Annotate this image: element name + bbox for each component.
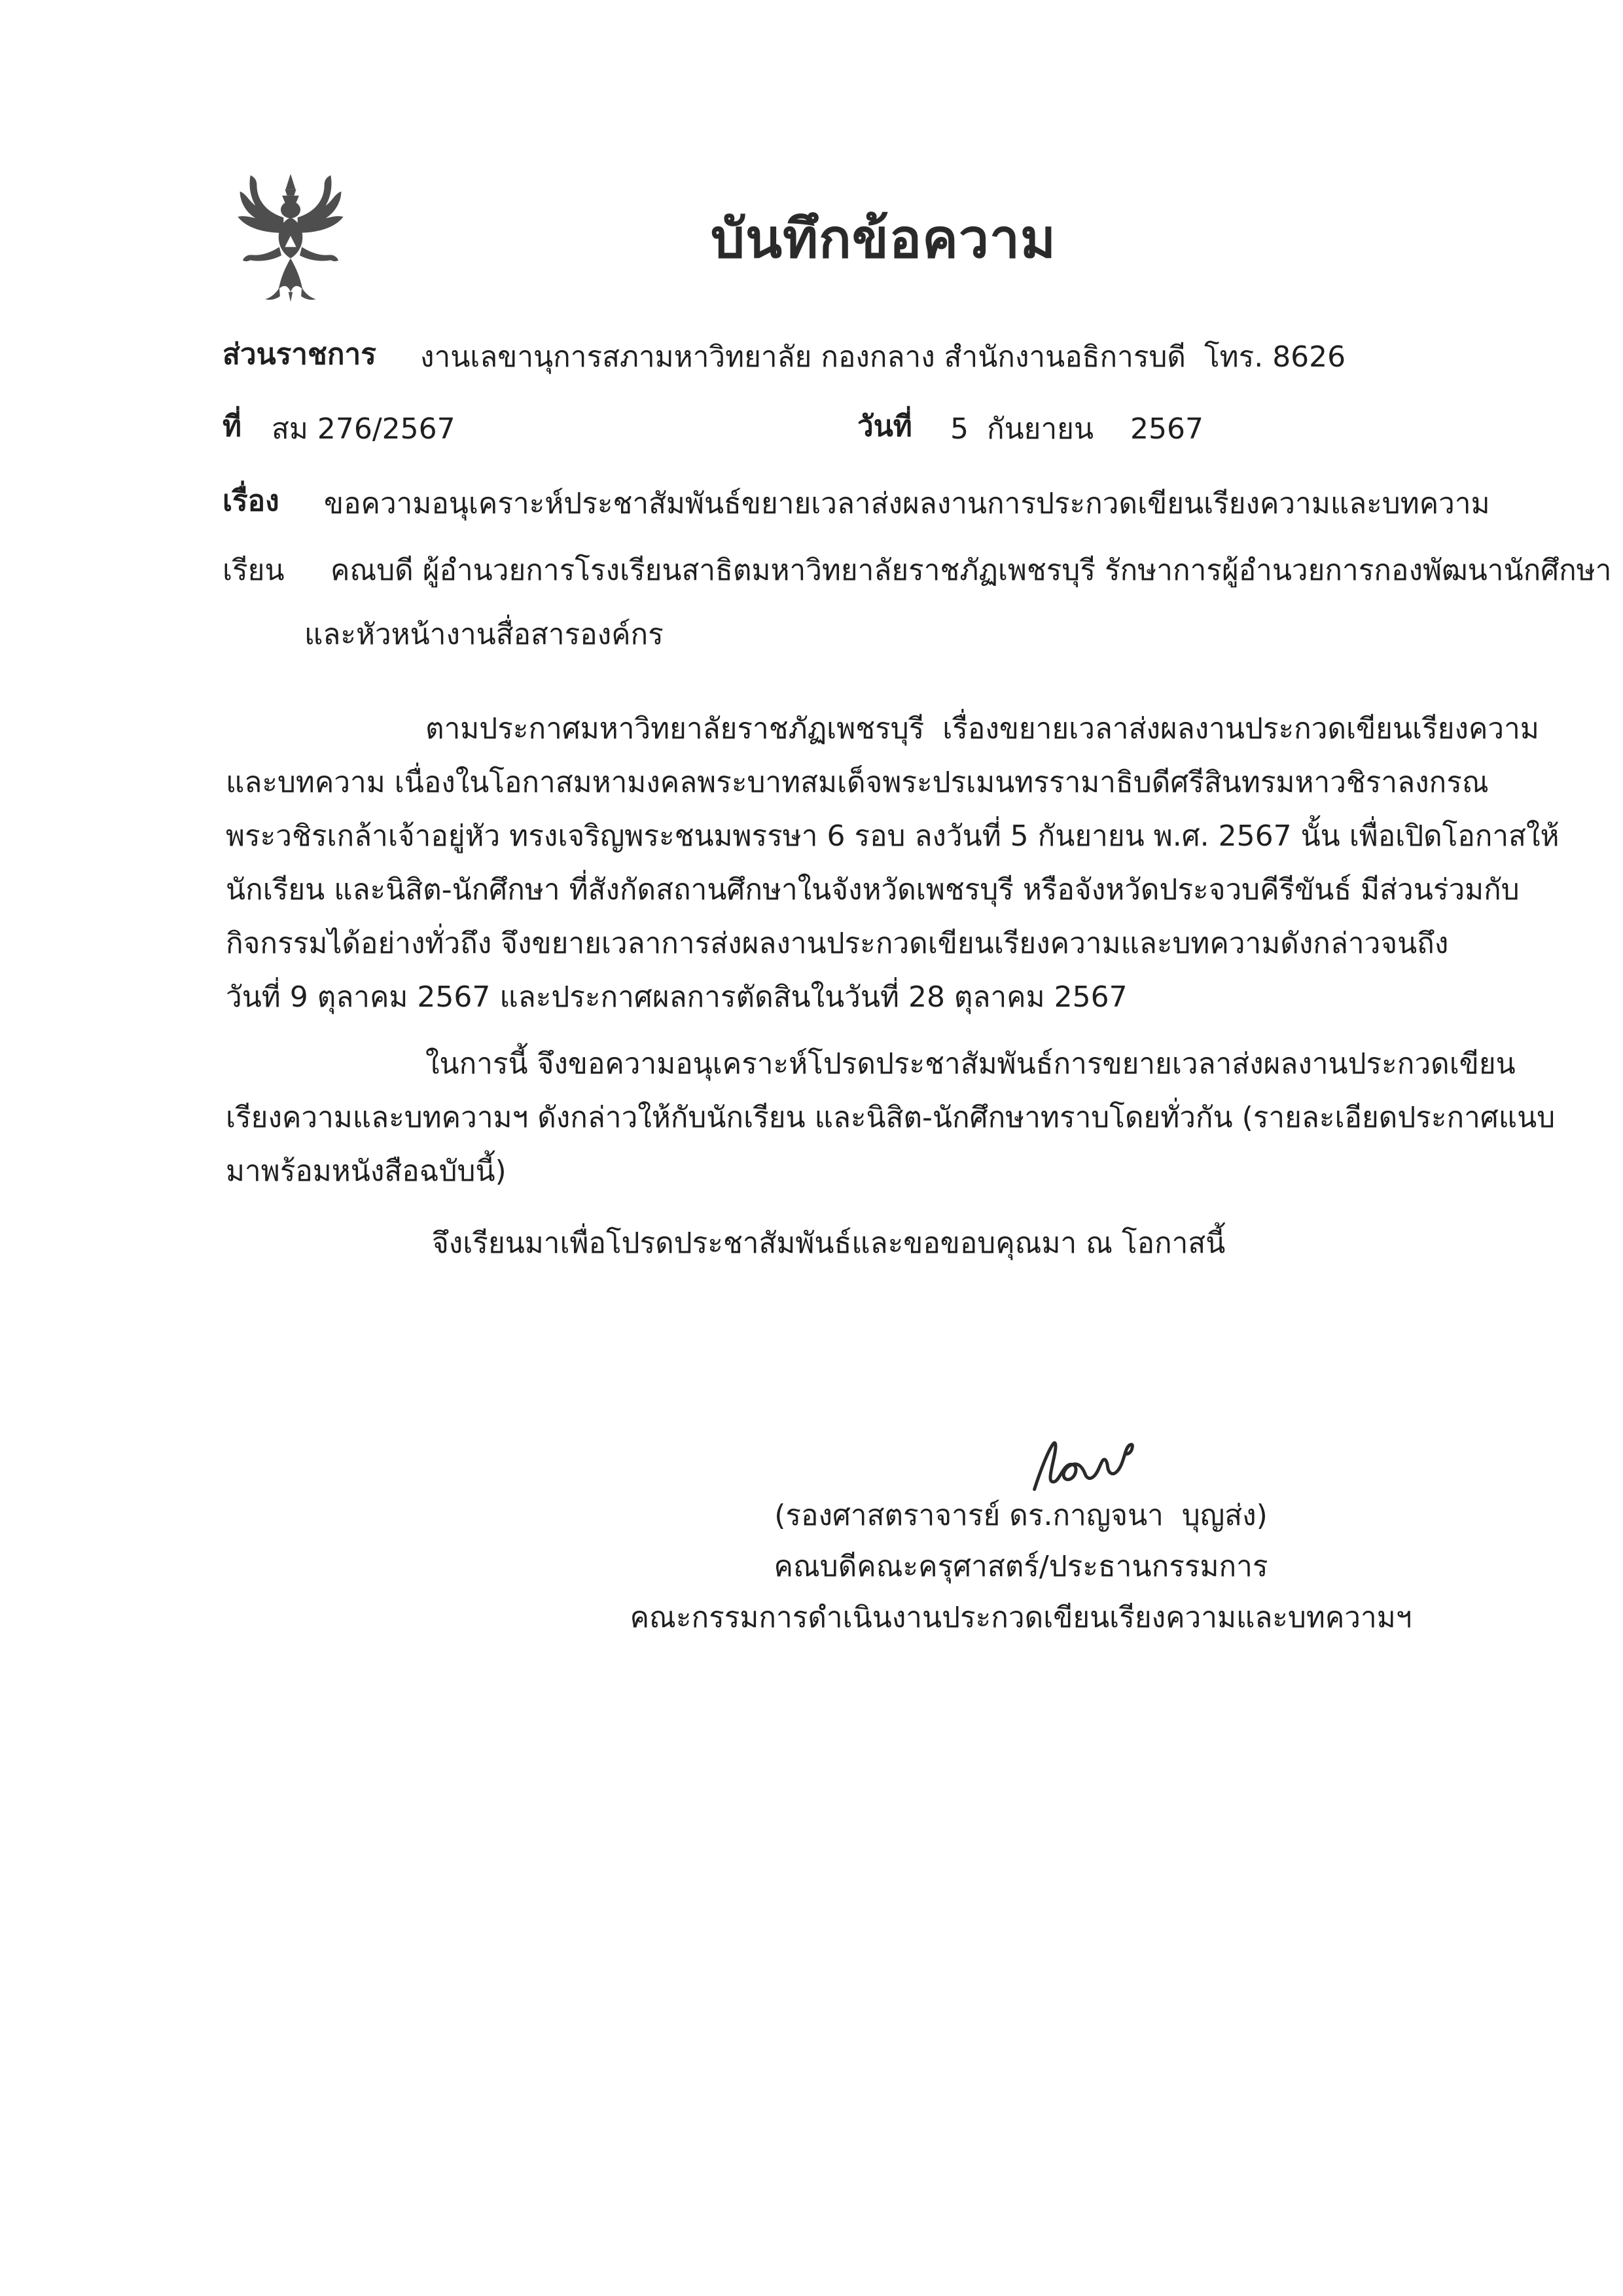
body-line: และบทความ เนื่องในโอกาสมหามงคลพระบาทสมเด็จพระปรเมนทรรามาธิบดีศรีสินทรมหาวชิราลงกรณ: [226, 766, 1489, 799]
body-line: เรียงความและบทความฯ ดังกล่าวให้กับนักเรียน และนิสิต-นักศึกษาทราบโดยทั่วกัน (รายละเอียดประกาศแนบ: [226, 1101, 1556, 1134]
signer-committee: คณะกรรมการดำเนินงานประกวดเขียนเรียงความและบทความฯ: [630, 1601, 1412, 1634]
closing-line: จึงเรียนมาเพื่อโปรดประชาสัมพันธ์และขอขอบคุณมา ณ โอกาสนี้: [432, 1227, 1226, 1260]
doc-number-label: ที่: [223, 410, 242, 443]
agency-label: ส่วนราชการ: [223, 338, 376, 371]
body-line: นักเรียน และนิสิต-นักศึกษา ที่สังกัดสถานศึกษาในจังหวัดเพชรบุรี หรือจังหวัดประจวบคีรีขันธ์ มีส่วนร่วมกับ: [226, 873, 1520, 906]
handwritten-signature-icon: [1016, 1424, 1128, 1482]
body-line: ในการนี้ จึงขอความอนุเคราะห์โปรดประชาสัมพันธ์การขยายเวลาส่งผลงานประกวดเขียน: [425, 1047, 1516, 1081]
body-line: พระวชิรเกล้าเจ้าอยู่หัว ทรงเจริญพระชนมพรรษา 6 รอบ ลงวันที่ 5 กันยายน พ.ศ. 2567 นั้น เพื่อเปิดโอกาสให้: [226, 819, 1560, 853]
body-line: ตามประกาศมหาวิทยาลัยราชภัฏเพชรบุรี เรื่องขยายเวลาส่งผลงานประกวดเขียนเรียงความ: [425, 712, 1539, 745]
recipient-line1: คณบดี ผู้อำนวยการโรงเรียนสาธิตมหาวิทยาลัยราชภัฏเพชรบุรี รักษาการผู้อำนวยการกองพัฒนานักศึกษา: [330, 554, 1612, 587]
body-line: วันที่ 9 ตุลาคม 2567 และประกาศผลการตัดสินในวันที่ 28 ตุลาคม 2567: [226, 980, 1128, 1014]
page-title: บันทึกข้อความ: [711, 208, 1057, 270]
recipient-label: เรียน: [223, 554, 285, 587]
body-line: มาพร้อมหนังสือฉบับนี้): [226, 1155, 507, 1188]
signer-name: (รองศาสตราจารย์ ดร.กาญจนา บุญส่ง): [774, 1499, 1268, 1532]
signer-position: คณบดีคณะครุศาสตร์/ประธานกรรมการ: [774, 1550, 1268, 1583]
body-line: กิจกรรมได้อย่างทั่วถึง จึงขยายเวลาการส่งผลงานประกวดเขียนเรียงความและบทความดังกล่าวจนถึง: [226, 927, 1449, 960]
subject-value: ขอความอนุเคราะห์ประชาสัมพันธ์ขยายเวลาส่งผลงานการประกวดเขียนเรียงความและบทความ: [324, 487, 1490, 520]
doc-number-value: สม 276/2567: [272, 412, 455, 446]
agency-value: งานเลขานุการสภามหาวิทยาลัย กองกลาง สำนักงานอธิการบดี โทร. 8626: [420, 340, 1346, 374]
signature-block: [537, 1500, 1505, 1653]
date-label: วันที่: [857, 410, 912, 443]
garuda-emblem-icon: [206, 156, 349, 296]
subject-label: เรื่อง: [223, 484, 279, 518]
recipient-line2: และหัวหน้างานสื่อสารองค์กร: [304, 618, 664, 651]
date-value: 5 กันยายน 2567: [950, 412, 1204, 446]
